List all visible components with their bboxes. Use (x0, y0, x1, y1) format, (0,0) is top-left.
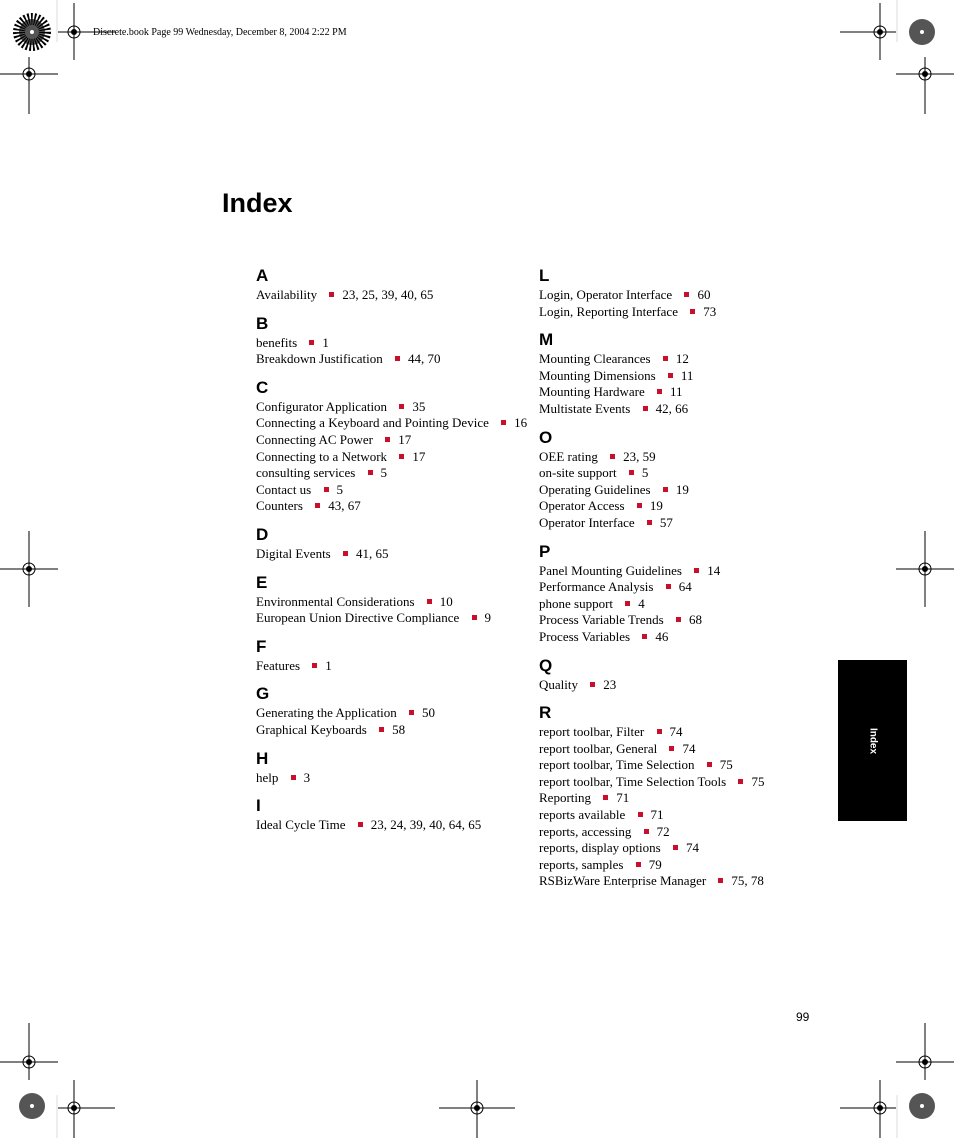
section-letter: R (539, 703, 552, 723)
index-entry (539, 465, 819, 482)
index-entry (256, 705, 536, 722)
index-entry (256, 287, 536, 304)
index-entry (256, 770, 536, 787)
index-entry (539, 482, 819, 499)
index-term: Operator Access (539, 498, 625, 514)
page-title: Index (222, 188, 293, 218)
index-entry (539, 757, 819, 774)
index-entry-list (539, 449, 819, 532)
bullet-square-icon (707, 762, 712, 767)
index-section (256, 795, 536, 834)
index-page-numbers: 41, 65 (356, 545, 389, 561)
index-page-numbers: 71 (650, 807, 664, 823)
bullet-square-icon (603, 795, 608, 800)
section-letter: L (539, 266, 550, 285)
index-page-numbers: 5 (641, 465, 649, 481)
index-section (539, 329, 819, 417)
index-page-numbers: 44, 70 (407, 351, 441, 367)
index-entry (256, 817, 536, 834)
index-term: Environmental Considerations (256, 593, 415, 609)
bullet-square-icon (669, 746, 674, 751)
bullet-square-icon (638, 812, 643, 817)
bullet-square-icon (663, 356, 668, 361)
index-term: OEE rating (539, 448, 598, 464)
bullet-square-icon (315, 503, 320, 508)
index-column-left (256, 262, 536, 843)
bullet-square-icon (472, 615, 477, 620)
section-letter: I (256, 796, 261, 816)
index-entry (256, 465, 536, 482)
index-entry (256, 498, 536, 515)
index-page-numbers: 43, 67 (328, 498, 361, 514)
bullet-square-icon (738, 779, 743, 784)
index-entry (539, 807, 819, 824)
side-tab-label: Index (867, 727, 878, 754)
index-page-numbers: 23, 25, 39, 40, 65 (342, 287, 434, 302)
index-term: reports available (539, 807, 626, 823)
index-entry (539, 304, 819, 321)
index-page-numbers: 58 (392, 721, 406, 737)
index-entry (539, 384, 819, 401)
index-page-numbers: 57 (659, 514, 673, 530)
bullet-square-icon (637, 503, 642, 508)
index-entry (539, 368, 819, 385)
index-page-numbers: 3 (303, 769, 311, 785)
bullet-square-icon (409, 710, 414, 715)
index-entry (539, 351, 819, 368)
index-term: Ideal Cycle Time (256, 817, 346, 833)
index-entry (256, 594, 536, 611)
index-section (256, 572, 536, 627)
index-page-numbers: 12 (675, 351, 689, 367)
index-section (256, 524, 536, 563)
index-section (256, 748, 536, 787)
section-letter: Q (539, 655, 553, 675)
index-term: Graphical Keyboards (256, 721, 367, 737)
index-term: phone support (539, 595, 614, 611)
bullet-square-icon (368, 470, 373, 475)
bullet-square-icon (663, 487, 668, 492)
bullet-square-icon (657, 729, 662, 734)
page-number: 99 (796, 1010, 810, 1024)
index-entry (539, 612, 819, 629)
index-entry (539, 287, 819, 304)
index-term: Multistate Events (539, 400, 631, 416)
index-page-numbers: 75 (719, 757, 733, 773)
index-entry (539, 824, 819, 841)
index-term: Quality (539, 676, 578, 692)
index-term: Mounting Hardware (539, 384, 645, 400)
print-header: Discrete.book Page 99 Wednesday, December 8, 2004 2:22 PM (93, 27, 347, 38)
index-section (539, 655, 819, 694)
index-entry (539, 629, 819, 646)
section-letter: M (539, 330, 554, 350)
index-page-numbers: 68 (688, 612, 702, 628)
index-entry-list (256, 817, 536, 834)
index-entry-list (539, 724, 819, 890)
section-letter: O (539, 427, 553, 447)
index-page-numbers: 5 (336, 481, 343, 497)
index-page-numbers: 11 (680, 367, 694, 383)
index-page-numbers: 74 (685, 840, 699, 856)
index-page-numbers: 23, 24, 39, 40, 64, 65 (370, 817, 482, 833)
index-page-numbers: 42, 66 (655, 400, 689, 416)
index-term: on-site support (539, 465, 617, 481)
index-section (256, 313, 536, 368)
index-term: report toolbar, Time Selection (539, 757, 695, 773)
index-entry-list (256, 594, 536, 627)
index-term: Performance Analysis (539, 579, 654, 595)
index-entry (539, 774, 819, 791)
index-entry (539, 741, 819, 758)
bullet-square-icon (657, 389, 662, 394)
bullet-square-icon (395, 356, 400, 361)
index-page-numbers: 11 (670, 384, 683, 400)
index-term: Contact us (256, 481, 312, 497)
index-term: benefits (256, 334, 298, 350)
index-entry (539, 579, 819, 596)
bullet-square-icon (642, 634, 647, 639)
index-section (539, 265, 819, 320)
index-page-numbers: 46 (655, 628, 669, 644)
index-term: Process Variable Trends (539, 612, 664, 628)
index-page-numbers: 10 (439, 593, 453, 609)
index-page-numbers: 19 (675, 481, 689, 497)
index-entry-list (256, 770, 536, 787)
index-page-numbers: 75, 78 (731, 873, 764, 889)
index-term: Availability (256, 287, 318, 302)
index-entry-list (256, 335, 536, 368)
bullet-square-icon (385, 437, 390, 442)
index-term: Connecting AC Power (256, 431, 373, 447)
index-page-numbers: 16 (514, 415, 528, 431)
index-term: European Union Directive Compliance (256, 610, 460, 626)
bullet-square-icon (673, 845, 678, 850)
bullet-square-icon (501, 420, 506, 425)
index-term: Mounting Dimensions (539, 367, 656, 383)
index-section (256, 683, 536, 738)
bullet-square-icon (379, 727, 384, 732)
index-entry (256, 482, 536, 499)
index-entry (256, 610, 536, 627)
index-page-numbers: 79 (648, 856, 662, 872)
index-entry (539, 857, 819, 874)
index-term: consulting services (256, 465, 356, 481)
index-term: Counters (256, 498, 303, 514)
index-term: Process Variables (539, 628, 631, 644)
bullet-square-icon (329, 292, 334, 297)
index-entry (256, 415, 555, 432)
index-page-numbers: 74 (682, 740, 696, 756)
index-term: Login, Operator Interface (539, 287, 673, 302)
index-column-right (539, 262, 819, 899)
index-page-numbers: 19 (649, 498, 663, 514)
bullet-square-icon (610, 454, 615, 459)
bullet-square-icon (684, 292, 689, 297)
bullet-square-icon (399, 404, 404, 409)
index-term: Features (256, 657, 301, 673)
index-page-numbers: 17 (412, 448, 426, 464)
index-section (256, 265, 536, 304)
bullet-square-icon (358, 822, 363, 827)
bullet-square-icon (625, 601, 630, 606)
index-page-numbers: 71 (616, 790, 630, 806)
index-section (539, 541, 819, 646)
bullet-square-icon (666, 584, 671, 589)
index-entry (539, 790, 819, 807)
chapter-side-tab (838, 660, 907, 821)
index-term: report toolbar, Time Selection Tools (539, 773, 727, 789)
index-entry-list (539, 287, 819, 320)
index-entry (256, 432, 536, 449)
registration-crosshair-middle-left (0, 531, 58, 607)
index-term: reports, samples (539, 856, 624, 872)
index-term: Breakdown Justification (256, 351, 383, 367)
section-letter: D (256, 524, 269, 544)
index-page-numbers: 60 (697, 287, 711, 302)
index-term: help (256, 769, 279, 785)
index-term: RSBizWare Enterprise Manager (539, 873, 707, 889)
index-page-numbers: 74 (669, 724, 683, 740)
index-page-numbers: 64 (678, 579, 692, 595)
index-entry (539, 677, 819, 694)
index-term: Mounting Clearances (539, 351, 651, 367)
index-page-numbers: 23, 59 (623, 448, 656, 464)
index-entry-list (256, 546, 536, 563)
index-entry-list (539, 351, 819, 417)
index-term: Configurator Application (256, 398, 388, 414)
index-page-numbers: 23 (603, 676, 617, 692)
index-entry (539, 498, 819, 515)
section-letter: E (256, 572, 268, 592)
bullet-square-icon (629, 470, 634, 475)
bullet-square-icon (399, 454, 404, 459)
bullet-square-icon (694, 568, 699, 573)
index-page-numbers: 14 (707, 562, 721, 578)
index-entry (539, 449, 819, 466)
registration-crosshair-bottom-center (439, 1080, 515, 1138)
bullet-square-icon (690, 309, 695, 314)
index-entry (539, 724, 819, 741)
index-entry (539, 401, 819, 418)
index-entry (539, 840, 819, 857)
index-term: report toolbar, Filter (539, 724, 645, 740)
index-entry (256, 658, 536, 675)
index-entry-list (256, 287, 536, 304)
index-page-numbers: 72 (656, 823, 670, 839)
bullet-square-icon (643, 406, 648, 411)
section-letter: G (256, 684, 270, 704)
bullet-square-icon (590, 682, 595, 687)
index-entry (539, 563, 819, 580)
index-entry (539, 873, 819, 890)
index-section (539, 427, 819, 532)
section-letter: B (256, 313, 269, 333)
index-section (256, 636, 536, 675)
section-letter: H (256, 748, 269, 768)
index-term: Generating the Application (256, 705, 397, 721)
bullet-square-icon (312, 663, 317, 668)
index-page-numbers: 17 (398, 431, 412, 447)
index-entry (256, 399, 536, 416)
index-entry (539, 515, 819, 532)
index-section (539, 702, 819, 890)
index-entry-list (256, 658, 536, 675)
bullet-square-icon (309, 340, 314, 345)
index-page-numbers: 1 (322, 334, 329, 350)
section-letter: C (256, 377, 269, 397)
index-page-numbers: 1 (325, 657, 332, 673)
section-letter: P (539, 541, 551, 561)
index-term: Login, Reporting Interface (539, 303, 678, 319)
index-entry (256, 722, 536, 739)
section-letter: F (256, 636, 267, 656)
index-term: Operator Interface (539, 514, 635, 530)
index-term: Digital Events (256, 545, 331, 561)
index-entry (256, 351, 536, 368)
index-entry-list (256, 399, 536, 515)
index-term: Panel Mounting Guidelines (539, 562, 682, 578)
bullet-square-icon (291, 775, 296, 780)
index-entry (256, 335, 536, 352)
index-term: Reporting (539, 790, 591, 806)
bullet-square-icon (343, 551, 348, 556)
index-entry (256, 546, 536, 563)
index-page-numbers: 9 (484, 610, 491, 626)
index-entry (256, 449, 536, 466)
index-term: Connecting to a Network (256, 448, 388, 464)
index-page-numbers: 4 (638, 595, 645, 611)
index-term: reports, accessing (539, 823, 632, 839)
bullet-square-icon (644, 829, 649, 834)
registration-crosshair-middle-right (896, 531, 954, 607)
index-section (256, 377, 536, 515)
bullet-square-icon (668, 373, 673, 378)
index-entry (539, 596, 819, 613)
index-term: Operating Guidelines (539, 481, 651, 497)
index-page-numbers: 5 (380, 465, 388, 481)
index-page-numbers: 75 (751, 773, 765, 789)
index-entry-list (256, 705, 536, 738)
bullet-square-icon (676, 617, 681, 622)
index-term: reports, display options (539, 840, 661, 856)
index-page-numbers: 73 (703, 303, 717, 319)
bullet-square-icon (324, 487, 329, 492)
bullet-square-icon (427, 599, 432, 604)
section-letter: A (256, 266, 269, 285)
index-term: report toolbar, General (539, 740, 658, 756)
bullet-square-icon (647, 520, 652, 525)
bullet-square-icon (718, 878, 723, 883)
index-page-numbers: 50 (422, 705, 436, 721)
index-page-numbers: 35 (412, 398, 426, 414)
bullet-square-icon (636, 862, 641, 867)
index-entry-list (539, 677, 819, 694)
index-term: Connecting a Keyboard and Pointing Device (256, 415, 489, 431)
index-entry-list (539, 563, 819, 646)
